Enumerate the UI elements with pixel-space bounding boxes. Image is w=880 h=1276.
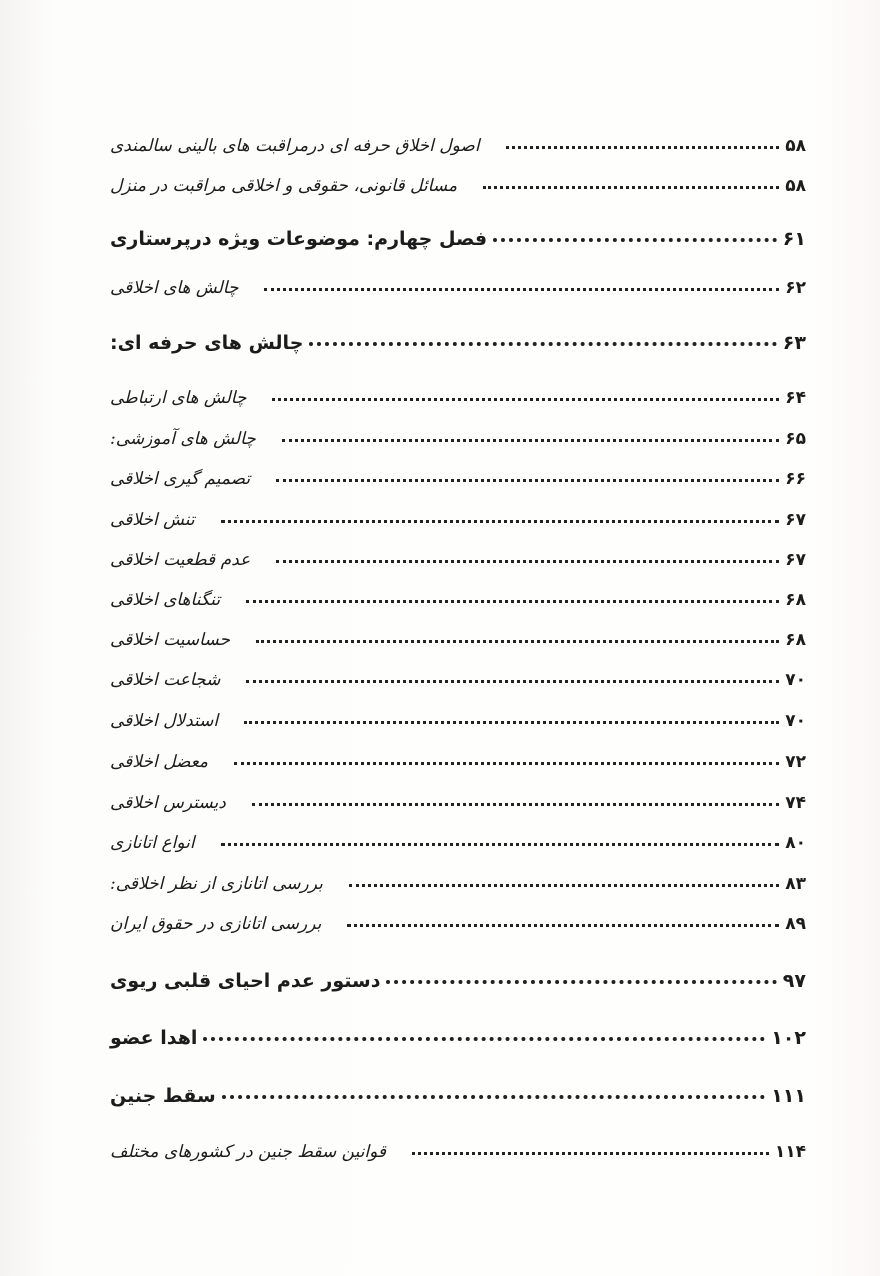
toc-entry-title: چالش های ارتباطی: [110, 388, 247, 408]
toc-entry-page: ۵۸: [785, 136, 806, 156]
dot-leader: [309, 342, 776, 346]
toc-entry-title: عدم قطعیت اخلاقی: [110, 550, 251, 570]
dot-leader: [264, 288, 779, 291]
toc-entry: [110, 162, 806, 196]
dot-leader: [347, 924, 779, 927]
toc-entry-title: دیسترس اخلاقی: [110, 793, 226, 813]
toc-entry-page: ۶۲: [785, 278, 806, 298]
toc-entry: [110, 496, 806, 530]
dot-leader: [349, 884, 779, 887]
toc-entry-title: فصل چهارم: موضوعات ویژه درپرستاری: [110, 228, 488, 250]
toc-entry: [110, 656, 806, 690]
dot-leader: [256, 640, 779, 643]
toc-entry-title: تنگناهای اخلاقی: [110, 590, 221, 610]
toc-entry: [110, 1073, 806, 1107]
toc-entry-title: اهدا عضو: [110, 1027, 198, 1049]
toc-entry: [110, 958, 806, 992]
toc-entry: [110, 860, 806, 894]
toc-entry-title: مسائل قانونی، حقوقی و اخلاقی مراقبت در منزل: [110, 176, 458, 196]
toc-entry: [110, 1015, 806, 1049]
dot-leader: [282, 439, 779, 442]
dot-leader: [246, 680, 779, 683]
toc-entry-page: ۶۴: [785, 388, 806, 408]
toc-entry-page: ۸۰: [785, 833, 806, 853]
toc-entry-page: ۶۷: [785, 550, 806, 570]
toc-entry-title: حساسیت اخلاقی: [110, 630, 230, 650]
dot-leader: [222, 1095, 766, 1099]
toc-entry-page: ۹۷: [782, 970, 806, 992]
toc-entry: [110, 576, 806, 610]
toc-entry-page: ۶۱: [782, 228, 806, 250]
toc-entry: [110, 536, 806, 570]
toc-entry-page: ۶۶: [785, 469, 806, 489]
toc-entry-title: دستور عدم احیای قلبی ریوی: [110, 970, 381, 992]
toc-entry-page: ۶۷: [785, 510, 806, 530]
toc-entry: [110, 738, 806, 772]
toc-entry-page: ۱۱۱: [771, 1085, 806, 1107]
toc-entry-page: ۱۱۴: [774, 1142, 806, 1162]
toc-entry-page: ۷۰: [785, 711, 806, 731]
toc-entry: [110, 415, 806, 449]
toc-entry: [110, 779, 806, 813]
toc-entry: [110, 1128, 806, 1162]
dot-leader: [246, 600, 779, 603]
dot-leader: [252, 803, 779, 806]
toc-entry-title: قوانین سقط جنین در کشورهای مختلف: [110, 1142, 387, 1162]
dot-leader: [276, 560, 779, 563]
toc-entry-page: ۶۸: [785, 630, 806, 650]
dot-leader: [234, 762, 779, 765]
toc-entry-title: تنش اخلاقی: [110, 510, 195, 530]
dot-leader: [244, 721, 779, 724]
toc-entry-title: معضل اخلاقی: [110, 752, 208, 772]
dot-leader: [386, 980, 776, 984]
toc-entry-page: ۷۰: [785, 670, 806, 690]
toc-entry: [110, 819, 806, 853]
dot-leader: [203, 1037, 765, 1041]
toc-entry-page: ۷۲: [785, 752, 806, 772]
toc-entry-page: ۸۹: [785, 914, 806, 934]
dot-leader: [506, 146, 780, 149]
toc-entry-title: بررسی اتانازی در حقوق ایران: [110, 914, 322, 934]
dot-leader: [221, 843, 780, 846]
toc-entry: [110, 320, 806, 354]
toc-entry-page: ۸۳: [785, 874, 806, 894]
toc-entry-title: اصول اخلاق حرفه ای درمراقبت های بالینی سالمندی: [110, 136, 480, 156]
toc-entry-title: انواع اتانازی: [110, 833, 195, 853]
toc-entry: [110, 122, 806, 156]
toc-entry: [110, 455, 806, 489]
toc-entry: [110, 374, 806, 408]
toc-entry: [110, 616, 806, 650]
dot-leader: [276, 479, 779, 482]
toc-entry-page: ۶۳: [782, 332, 806, 354]
toc-entry-title: سقط جنین: [110, 1085, 216, 1107]
toc-entry-title: بررسی اتانازی از نظر اخلاقی:: [110, 874, 323, 894]
toc-entry: [110, 264, 806, 298]
dot-leader: [221, 520, 780, 523]
toc-entry: [110, 216, 806, 250]
dot-leader: [272, 398, 779, 401]
toc-entry-page: ۶۵: [785, 429, 806, 449]
dot-leader: [412, 1152, 769, 1155]
toc-entry-title: چالش های آموزشی:: [110, 429, 256, 449]
toc-entry-page: ۱۰۲: [771, 1027, 806, 1049]
dot-leader: [483, 186, 779, 189]
toc-entry-title: تصمیم گیری اخلاقی: [110, 469, 251, 489]
toc-entry-page: ۷۴: [785, 793, 806, 813]
toc-entry: [110, 900, 806, 934]
toc-entry-page: ۶۸: [785, 590, 806, 610]
toc-entry: [110, 697, 806, 731]
toc-entry-title: چالش های حرفه ای:: [110, 332, 304, 354]
toc-entry-page: ۵۸: [785, 176, 806, 196]
toc-entry-title: شجاعت اخلاقی: [110, 670, 221, 690]
dot-leader: [493, 238, 777, 242]
toc-entry-title: چالش های اخلاقی: [110, 278, 239, 298]
toc-entry-title: استدلال اخلاقی: [110, 711, 219, 731]
